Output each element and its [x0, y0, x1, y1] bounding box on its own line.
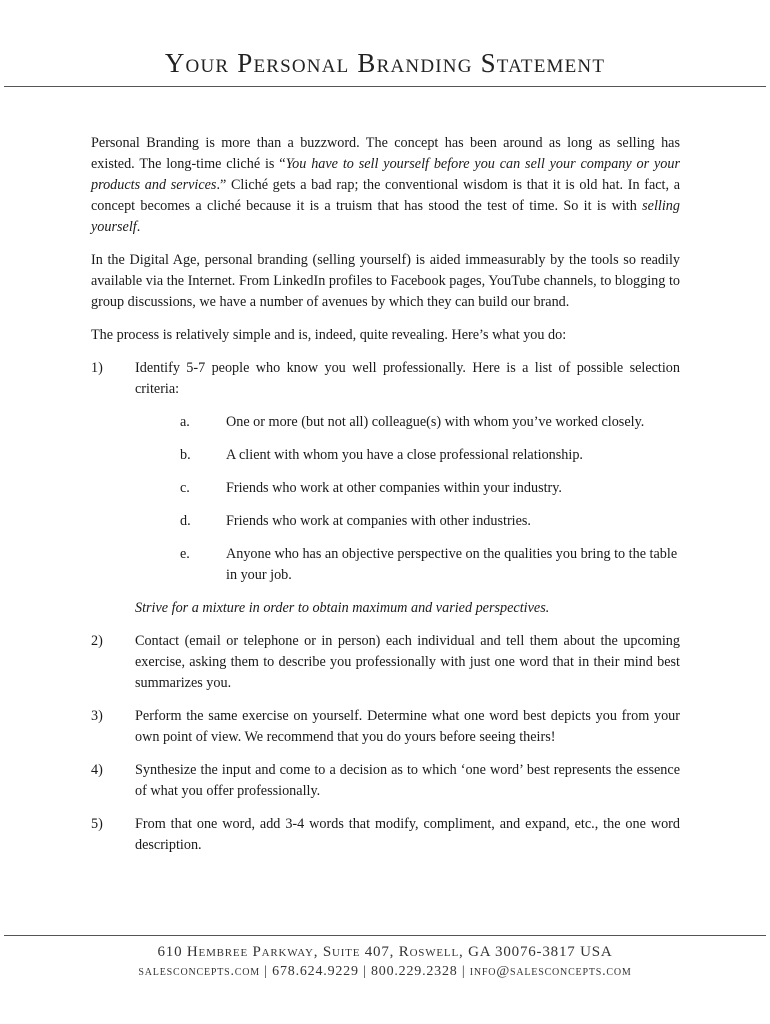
process-paragraph: The process is relatively simple and is, indeed, quite revealing. Here’s what you do: [91, 327, 567, 343]
step-text: Contact (email or telephone or in person) each individual and tell them about the upcoming exercise, asking them to describe you professionally with just one word that in their mind best summarizes you. [135, 633, 680, 691]
footer-contact: salesconcepts.com | 678.624.9229 | 800.229.2328 | info@salesconcepts.com [138, 964, 632, 979]
step-item [91, 358, 680, 400]
document-title: Your Personal Branding Statement [164, 48, 606, 78]
step-number: 5) [91, 816, 103, 832]
criteria-text: A client with whom you have a close professional relationship. [226, 447, 583, 463]
criteria-text: Friends who work at other companies within your industry. [226, 480, 562, 496]
criteria-list [91, 412, 680, 586]
criteria-text: One or more (but not all) colleague(s) with whom you’ve worked closely. [226, 414, 645, 430]
step-number: 1) [91, 360, 103, 376]
criteria-item [91, 511, 680, 532]
criteria-letter: e. [180, 546, 190, 562]
criteria-item [91, 445, 680, 466]
document-body [91, 133, 680, 868]
header-divider [4, 86, 766, 87]
step-item [91, 631, 680, 694]
criteria-note: Strive for a mixture in order to obtain maximum and varied perspectives. [135, 600, 550, 616]
criteria-letter: c. [180, 480, 190, 496]
criteria-item [91, 412, 680, 433]
step-text: From that one word, add 3-4 words that modify, compliment, and expand, etc., the one word description. [135, 816, 680, 853]
step-text: Perform the same exercise on yourself. Determine what one word best depicts you from your own point of view. We recommend that you do yours before seeing theirs! [135, 708, 680, 745]
footer [0, 940, 770, 982]
step-text: Synthesize the input and come to a decision as to which ‘one word’ best represents the essence of what you offer professionally. [135, 762, 680, 799]
intro-paragraph [91, 133, 680, 238]
step-text: Identify 5-7 people who know you well professionally. Here is a list of possible selection criteria: [135, 360, 680, 397]
digital-age-paragraph: In the Digital Age, personal branding (selling yourself) is aided immeasurably by the tools so readily available via the Internet. From LinkedIn profiles to Facebook pages, YouTube channels, to blogging to group discussions, we have a number of avenues by which they can build our brand. [91, 252, 680, 310]
intro-text-c: .” Cliché gets a bad rap; the conventional wisdom is that it is old hat. In fact, a concept becomes a cliché because it is a truism that has stood the test of time. So it is with [91, 177, 680, 214]
step-item [91, 760, 680, 802]
step-number: 4) [91, 762, 103, 778]
intro-text-a: Personal Branding is more than a buzzword. The concept has been around as long as selling has existed. The long-time cliché is “ [91, 135, 680, 172]
criteria-text: Anyone who has an objective perspective on the qualities you bring to the table in your job. [226, 546, 678, 583]
step-item [91, 706, 680, 748]
footer-divider [4, 935, 766, 936]
criteria-letter: b. [180, 447, 191, 463]
criteria-item [91, 544, 680, 586]
criteria-item [91, 478, 680, 499]
step-number: 2) [91, 633, 103, 649]
step-item [91, 814, 680, 856]
criteria-letter: a. [180, 414, 190, 430]
intro-text-e: . [136, 219, 141, 235]
criteria-letter: d. [180, 513, 191, 529]
criteria-text: Friends who work at companies with other industries. [226, 513, 531, 529]
intro-quote: You have to sell yourself before you can sell your company or your products and services [91, 156, 681, 193]
footer-address: 610 Hembree Parkway, Suite 407, Roswell, GA 30076-3817 USA [157, 944, 613, 960]
intro-emphasis: selling yourself [91, 198, 680, 235]
step-number: 3) [91, 708, 103, 724]
